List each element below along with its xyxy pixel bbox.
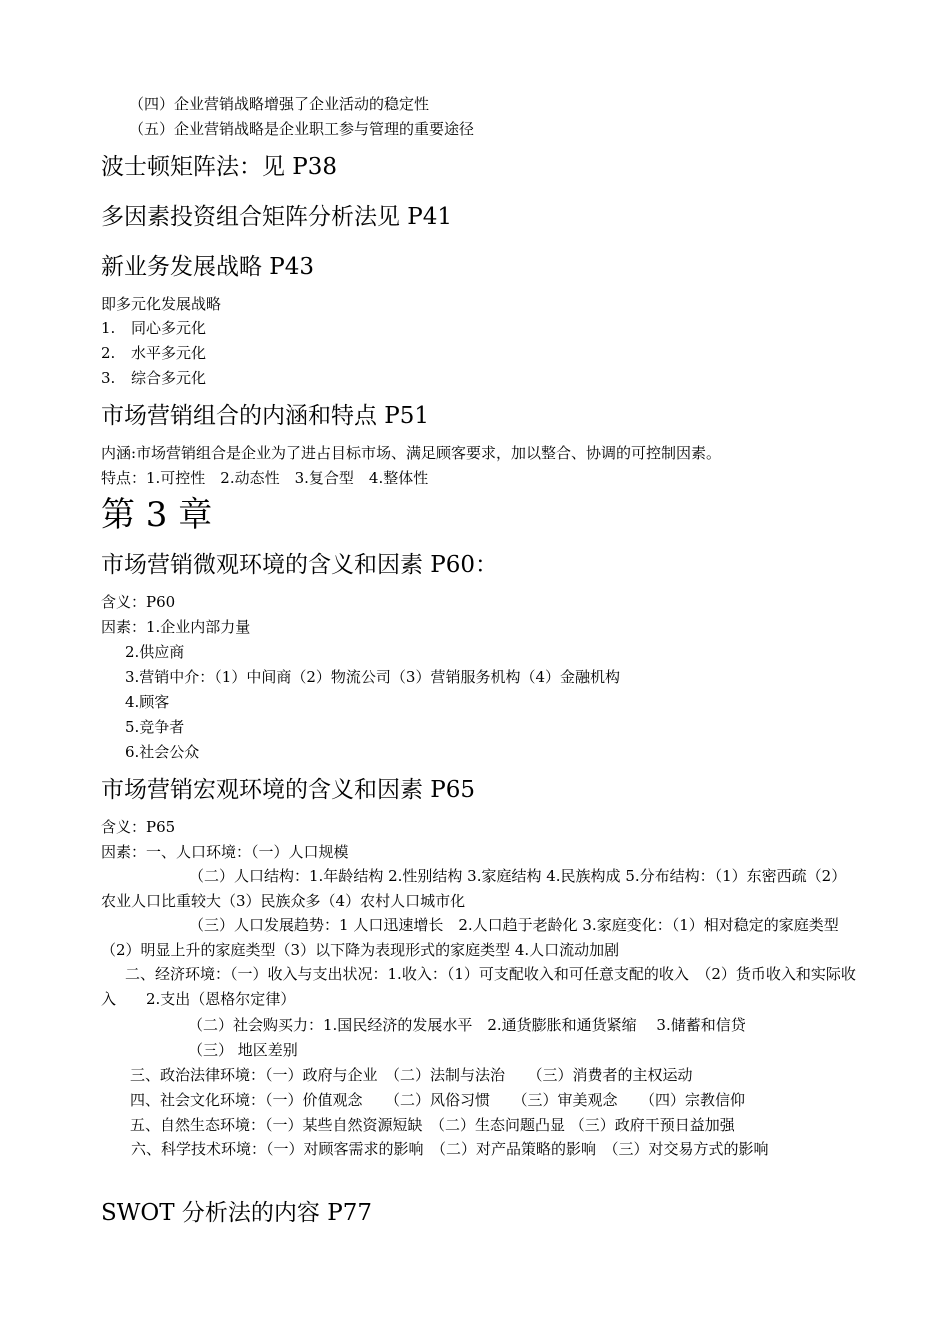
heading-micro-environment: 市场营销微观环境的含义和因素 P60： (101, 552, 499, 578)
heading-swot: SWOT 分析法的内容 P77 (101, 1200, 372, 1226)
heading-multifactor-matrix: 多因素投资组合矩阵分析法见 P41 (101, 204, 453, 230)
list-item (101, 318, 861, 338)
text-paragraph: （三）人口发展趋势：1 人口迅速增长 2.人口趋于老龄化 3.家庭变化：（1）相对稳定的家庭类型（2）明显上升的家庭类型（3）以下降为表现形式的家庭类型 4.人口流动加剧 (101, 916, 839, 959)
text-line: 三、政治法律环境：（一）政府与企业 （二）法制与法治 （三）消费者的主权运动 (130, 1066, 693, 1084)
text-paragraph: （二）人口结构：1.年龄结构 2.性别结构 3.家庭结构 4.民族构成 5.分布结构：（1）东密西疏（2）农业人口比重较大（3）民族众多（4）农村人口城市化 (101, 867, 847, 910)
text-line: 4.顾客 (125, 693, 170, 711)
list-text: 同心多元化 (131, 319, 207, 337)
text-line: 内涵:市场营销组合是企业为了进占目标市场、满足顾客要求，加以整合、协调的可控制因素。 (101, 444, 722, 462)
text-line: 含义：P60 (101, 593, 176, 611)
text-line: （四）企业营销战略增强了企业活动的稳定性 (129, 95, 430, 113)
text-line: 因素：一、人口环境：（一）人口规模 (101, 843, 349, 861)
text-line: 含义：P65 (101, 818, 176, 836)
text-line: 即多元化发展战略 (101, 295, 222, 313)
text-line: （五）企业营销战略是企业职工参与管理的重要途径 (129, 120, 475, 138)
list-number: 1. (101, 319, 116, 337)
heading-marketing-mix: 市场营销组合的内涵和特点 P51 (101, 403, 430, 429)
text-line: 5.竞争者 (125, 718, 185, 736)
list-item (101, 368, 861, 388)
text-paragraph: 二、经济环境：（一）收入与支出状况：1.收入：（1）可支配收入和可任意支配的收入 （2）货币收入和实际收入 2.支出（恩格尔定律） (101, 965, 856, 1008)
heading-boston-matrix: 波士顿矩阵法：见 P38 (101, 154, 338, 180)
text-line: （三） 地区差别 (188, 1041, 298, 1059)
list-number: 3. (101, 369, 116, 387)
text-line: 特点：1.可控性 2.动态性 3.复合型 4.整体性 (101, 469, 429, 487)
text-line: （二）社会购买力：1.国民经济的发展水平 2.通货膨胀和通货紧缩 3.储蓄和信贷 (188, 1016, 746, 1034)
text-line: 6.社会公众 (125, 743, 200, 761)
list-text: 综合多元化 (131, 369, 207, 387)
text-line: 3.营销中介：（1）中间商（2）物流公司（3）营销服务机构（4）金融机构 (125, 668, 620, 686)
heading-new-business: 新业务发展战略 P43 (101, 254, 315, 280)
text-paragraph: 六、科学技术环境：（一）对顾客需求的影响 （二）对产品策略的影响 （三）对交易方式的影响 (131, 1140, 769, 1158)
heading-macro-environment: 市场营销宏观环境的含义和因素 P65 (101, 777, 476, 803)
list-item (101, 343, 861, 363)
text-line: 四、社会文化环境：（一）价值观念 （二）风俗习惯 （三）审美观念 （四）宗教信仰 (130, 1091, 746, 1109)
list-number: 2. (101, 344, 116, 362)
text-line: 2.供应商 (125, 643, 185, 661)
list-text: 水平多元化 (131, 344, 207, 362)
chapter-heading: 第 3 章 (101, 495, 213, 535)
text-line: 因素：1.企业内部力量 (101, 618, 251, 636)
text-line: 五、自然生态环境：（一）某些自然资源短缺 （二）生态问题凸显 （三）政府干预日益加强 (130, 1116, 735, 1134)
